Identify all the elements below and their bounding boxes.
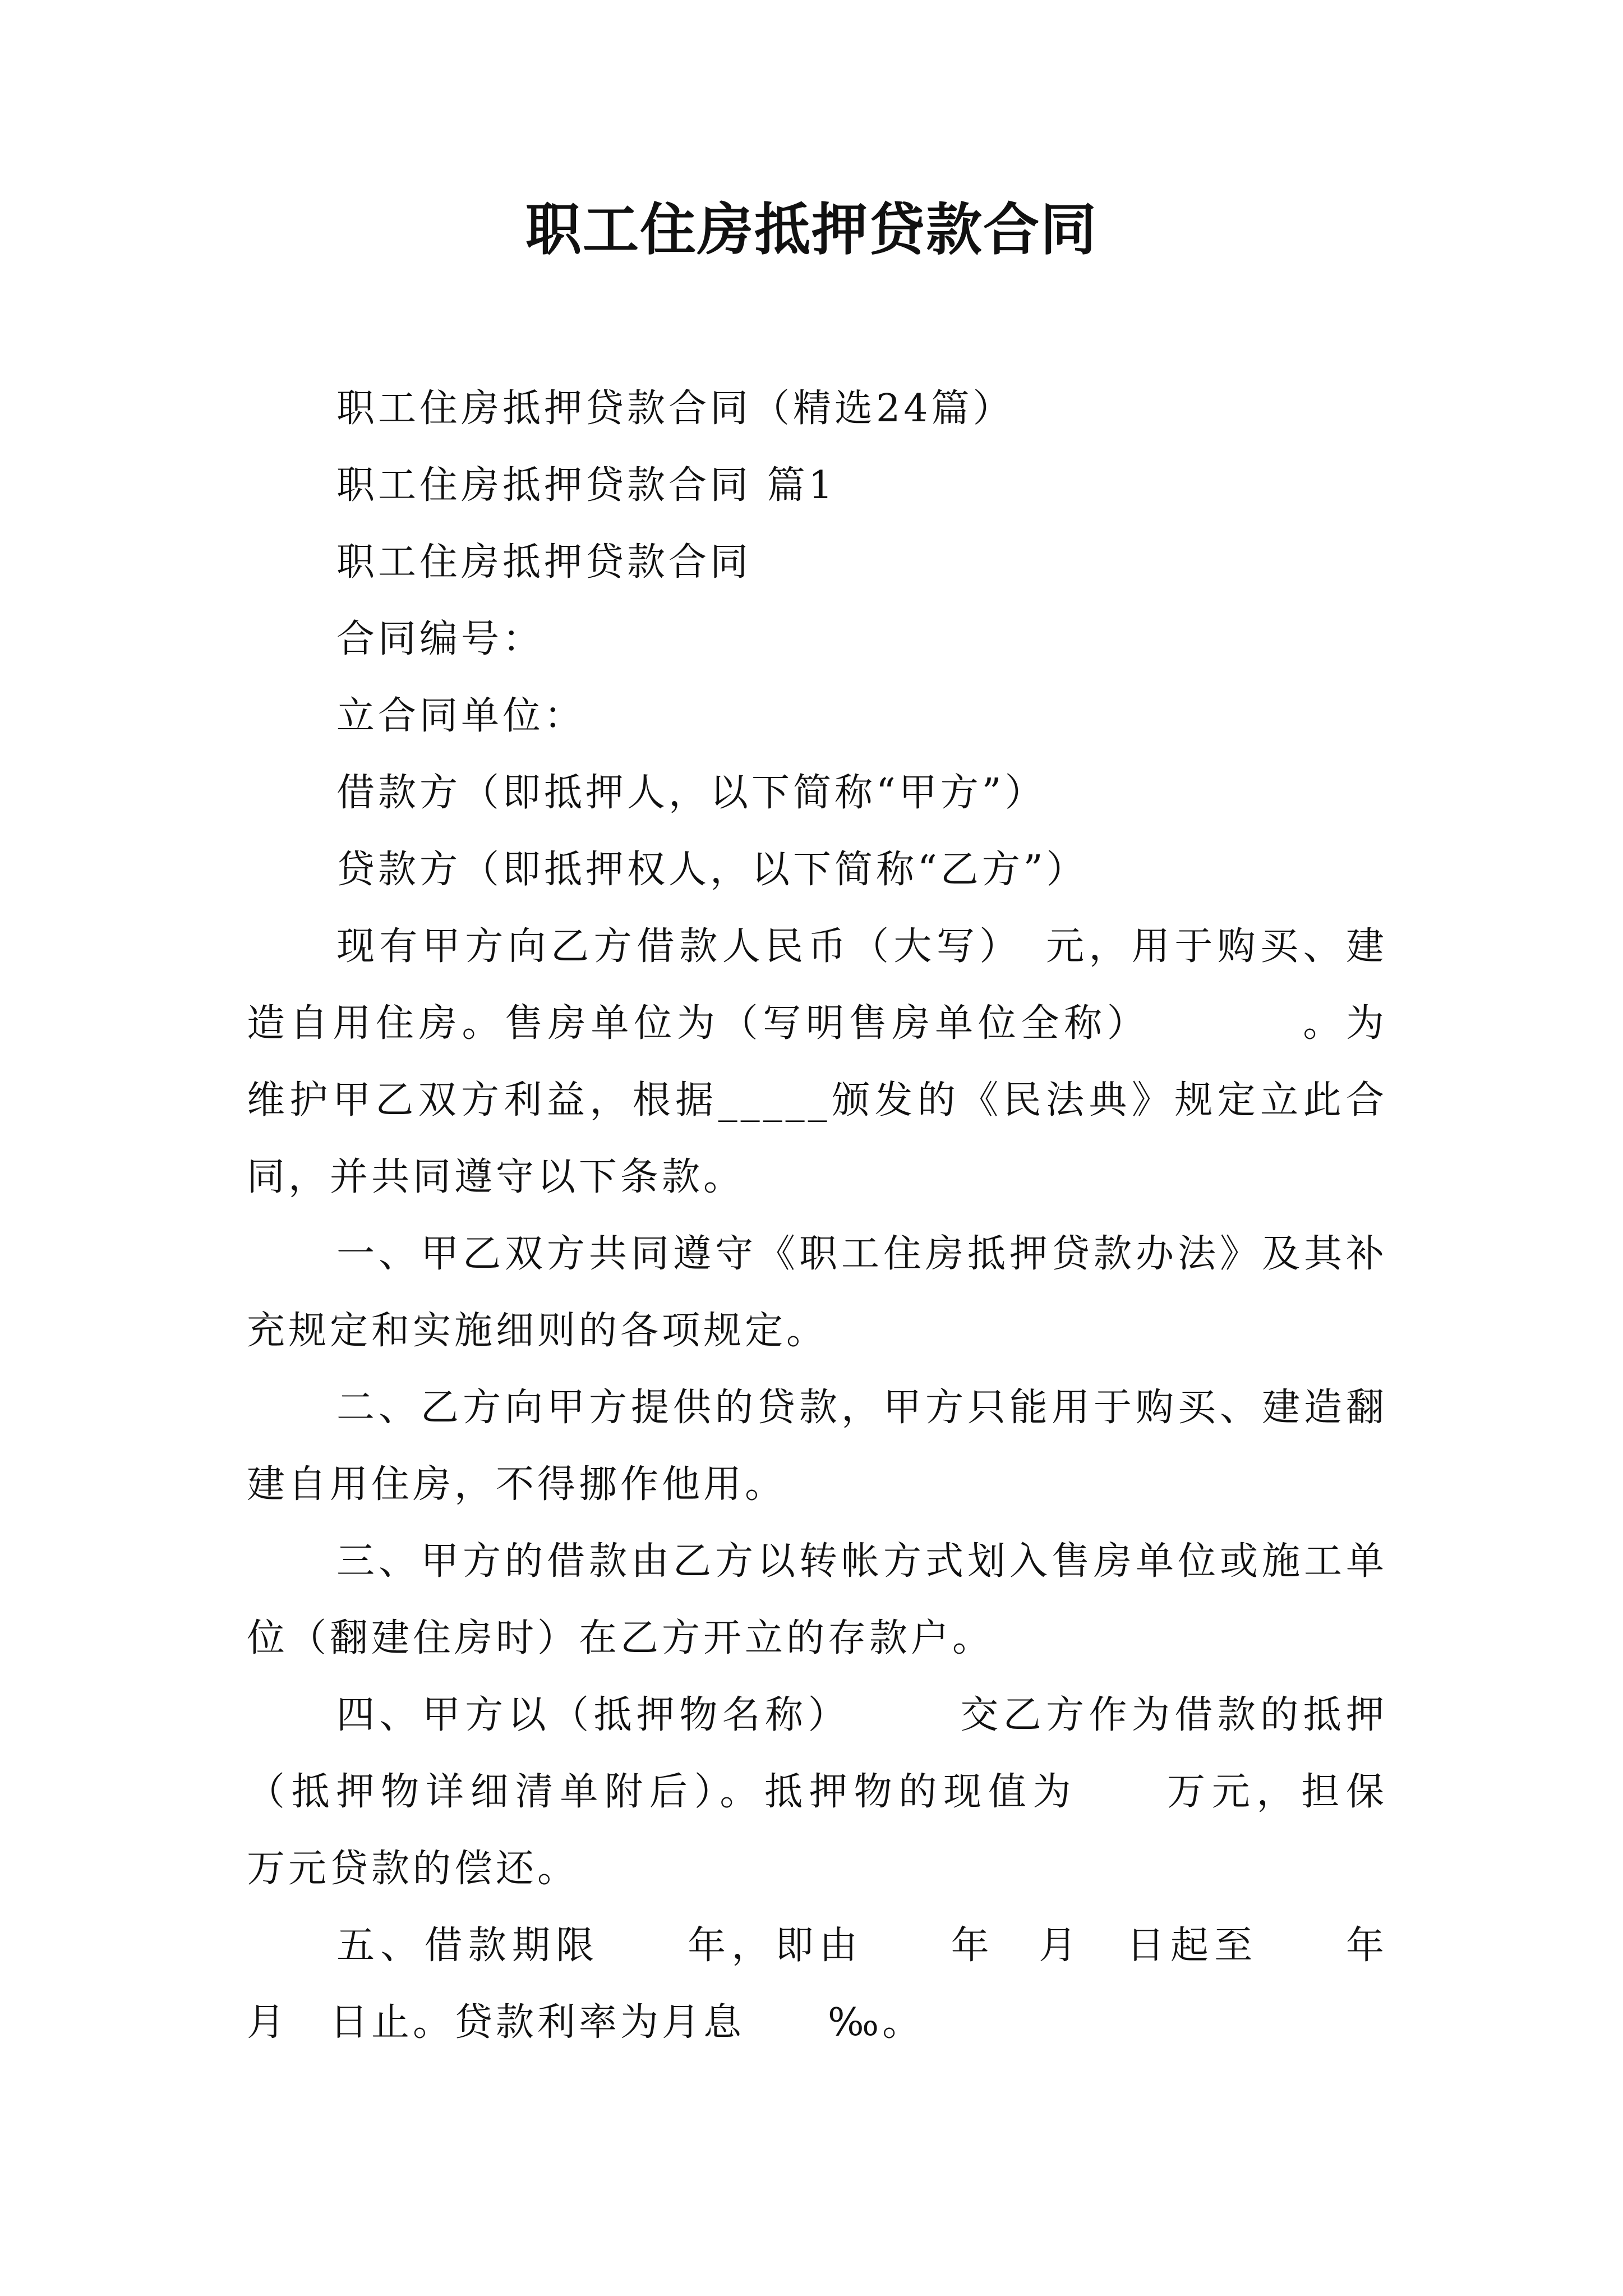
paragraph: 二、乙方向甲方提供的贷款，甲方只能用于购买、建造翻建自用住房，不得挪作他用。 <box>247 1386 1387 1507</box>
paragraph: 三、甲方的借款由乙方以转帐方式划入售房单位或施工单位（翻建住房时）在乙方开立的存款户。 <box>247 1539 1387 1660</box>
paragraph: 一、甲乙双方共同遵守《职工住房抵押贷款办法》及其补充规定和实施细则的各项规定。 <box>247 1232 1387 1353</box>
paragraph: 借款方（即抵押人，以下简称“甲方”） <box>336 771 1046 815</box>
paragraph: 合同编号： <box>336 617 545 661</box>
document-body <box>247 370 1471 2061</box>
paragraph: 职工住房抵押贷款合同 <box>336 540 752 585</box>
paragraph: 四、甲方以（抵押物名称） 交乙方作为借款的抵押（抵押物详细清单附后）。抵押物的现值为 万元，担保 万元贷款的偿还。 <box>247 1693 1471 1891</box>
paragraph: 现有甲方向乙方借款人民币（大写） 元，用于购买、建造自用住房。售房单位为（写明售房单位全称） 。为维护甲乙双方利益，根据_____颁发的《民法典》规定立此合同，并共同遵守以下条款。 <box>247 924 1387 1199</box>
paragraph: 立合同单位： <box>336 694 586 738</box>
paragraph: 职工住房抵押贷款合同 篇1 <box>336 463 836 508</box>
document-title: 职工住房抵押贷款合同 <box>525 197 1098 263</box>
paragraph: 五、借款期限 年，即由 年 月 日起至 年 月 日止。贷款利率为月息 ‰。 <box>247 1924 1430 2045</box>
paragraph: 职工住房抵押贷款合同（精选24篇） <box>336 386 1015 431</box>
paragraph: 贷款方（即抵押权人，以下简称“乙方”） <box>336 848 1088 892</box>
